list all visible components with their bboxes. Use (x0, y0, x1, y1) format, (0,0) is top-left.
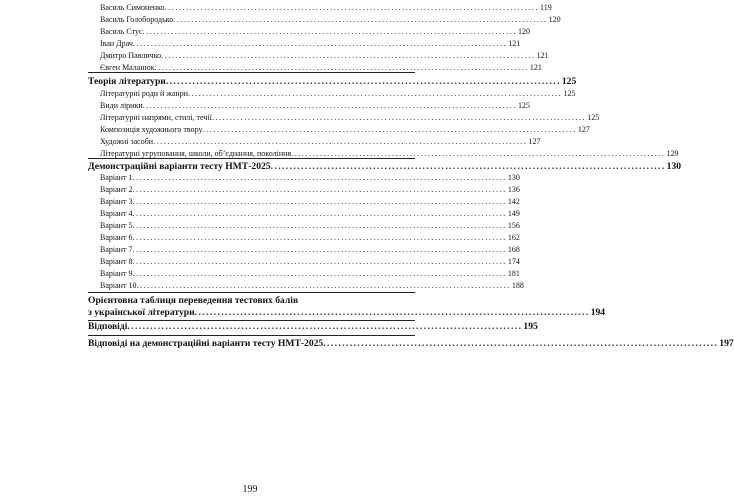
toc-entry-page: 129 (666, 149, 679, 158)
toc-entry-title: Літературні угруповання, школи, об’єднання, покоління (100, 149, 292, 158)
toc-entry[interactable] (88, 26, 530, 38)
toc-entry-title: Літературні роди й жанри (100, 89, 188, 98)
toc-entry[interactable] (88, 14, 561, 26)
toc-entry-page: 127 (528, 137, 541, 146)
dot-leader: ........................................................................................................ (154, 63, 529, 72)
toc-entry-page: 125 (563, 89, 576, 98)
dot-leader: ........................................................................................................ (142, 27, 517, 36)
dot-leader: ........................................................................................................ (132, 257, 507, 266)
toc-entry[interactable] (88, 220, 520, 232)
dot-leader: ........................................................................................................ (132, 233, 507, 242)
section-divider (88, 158, 415, 159)
toc-section-theory[interactable] (88, 75, 577, 88)
toc-entry-title: Варіант 8 (100, 257, 133, 266)
section-divider (88, 335, 415, 336)
toc-entry-page: 120 (548, 15, 561, 24)
toc-entry[interactable] (88, 2, 552, 14)
toc-entry-title: Варіант 5 (100, 221, 133, 230)
dot-leader: ........................................................................................................ (132, 197, 507, 206)
toc-entry[interactable] (88, 280, 524, 292)
toc-entry[interactable] (88, 196, 520, 208)
dot-leader: ........................................................................................................ (323, 338, 719, 349)
dot-leader: ........................................................................................................ (291, 149, 666, 158)
toc-entry[interactable] (88, 50, 549, 62)
dot-leader: ........................................................................................................ (161, 51, 536, 60)
dot-leader: ........................................................................................................ (127, 321, 523, 332)
toc-section-title: Демонстраційні варіанти тесту НМТ-2025 (88, 161, 271, 172)
dot-leader: ........................................................................................................ (173, 15, 548, 24)
toc-entry-page: 168 (507, 245, 520, 254)
toc-entry-title: Варіант 7 (100, 245, 133, 254)
toc-entry-title: Іван Драч (100, 39, 133, 48)
toc-entry-page: 188 (511, 281, 524, 290)
dot-leader: ........................................................................................................ (187, 89, 563, 98)
toc-entry-page: 119 (540, 3, 552, 12)
section-divider (88, 72, 415, 73)
toc-entry-page: 174 (507, 257, 520, 266)
toc-entry-title: Варіант 10 (100, 281, 137, 290)
toc-entry-title: Варіант 6 (100, 233, 133, 242)
toc-section-title-line1: Орієнтовна таблиця переведення тестових балів (88, 295, 299, 306)
toc-entry[interactable] (88, 88, 576, 100)
toc-entry-title: Варіант 9 (100, 269, 133, 278)
toc-entry-page: 130 (507, 173, 520, 182)
dot-leader: ........................................................................................................ (132, 185, 507, 194)
dot-leader: ........................................................................................................ (164, 3, 540, 12)
toc-entry-title: Композиція художнього твору (100, 125, 203, 134)
dot-leader: ........................................................................................................ (142, 101, 518, 110)
dot-leader: ........................................................................................................ (194, 307, 590, 318)
toc-entry[interactable] (88, 232, 520, 244)
toc-entry-title: Василь Симоненко (100, 3, 165, 12)
toc-entry-page: 121 (529, 63, 542, 72)
toc-section-answers[interactable] (88, 320, 538, 333)
toc-section-page: 197 (719, 338, 734, 349)
toc-section-title: Відповіді (88, 321, 128, 332)
toc-section-page: 130 (666, 161, 682, 172)
toc-entry[interactable] (88, 184, 520, 196)
toc-entry-title: Види лірики (100, 101, 143, 110)
dot-leader: ........................................................................................................ (132, 245, 507, 254)
toc-entry-page: 121 (536, 51, 549, 60)
toc-entry[interactable] (88, 208, 520, 220)
toc-section-conversion-line2[interactable] (88, 306, 606, 319)
toc-entry-title: Варіант 3 (100, 197, 133, 206)
toc-section-page: 194 (590, 307, 606, 318)
toc-entry-page: 142 (507, 197, 520, 206)
toc-section-title: Відповіді на демонстраційні варіанти тесту НМТ-2025 (88, 338, 324, 349)
dot-leader: ........................................................................................................ (211, 113, 587, 122)
toc-entry-page: 125 (518, 101, 531, 110)
dot-leader: ........................................................................................................ (132, 209, 507, 218)
toc-entry-page: 149 (507, 209, 520, 218)
toc-entry[interactable] (88, 124, 590, 136)
toc-entry-title: Варіант 4 (100, 209, 133, 218)
toc-entry-page: 120 (517, 27, 530, 36)
dot-leader: ........................................................................................................ (132, 173, 507, 182)
dot-leader: ........................................................................................................ (202, 125, 577, 134)
toc-entry-page: 156 (507, 221, 520, 230)
dot-leader: ........................................................................................................ (136, 281, 511, 290)
toc-entry-title: Варіант 2 (100, 185, 133, 194)
toc-entry-title: Василь Стус (100, 27, 143, 36)
toc-entry[interactable] (88, 268, 520, 280)
toc-entry-page: 121 (508, 39, 521, 48)
toc-section-title-line2: з української літератури (88, 307, 195, 318)
section-divider (88, 292, 415, 293)
dot-leader: ........................................................................................................ (132, 269, 507, 278)
toc-section-demo-answers[interactable] (88, 337, 734, 350)
toc-entry[interactable] (88, 100, 531, 112)
toc-entry-page: 125 (587, 113, 600, 122)
toc-entry-title: Літературні напрями, стилі, течії (100, 113, 212, 122)
toc-entry-title: Дмитро Павличко (100, 51, 162, 60)
toc-entry-page: 181 (507, 269, 520, 278)
toc-entry-title: Художні засоби (100, 137, 154, 146)
toc-section-page: 195 (523, 321, 538, 332)
toc-section-page: 125 (561, 76, 577, 87)
toc-entry-page: 127 (577, 125, 590, 134)
toc-entry[interactable] (88, 136, 541, 148)
toc-section-title: Теорія літератури (88, 76, 166, 87)
page-number: 199 (242, 484, 258, 495)
toc-entry-title: Євген Маланюк (100, 63, 155, 72)
dot-leader: ........................................................................................................ (270, 161, 666, 172)
toc-entry-title: Василь Голобородько (100, 15, 174, 24)
toc-entry[interactable] (88, 256, 520, 268)
dot-leader: ........................................................................................................ (132, 39, 508, 48)
toc-entry[interactable] (88, 244, 520, 256)
dot-leader: ........................................................................................................ (153, 137, 528, 146)
dot-leader: ........................................................................................................ (132, 221, 507, 230)
toc-entry[interactable] (88, 172, 520, 184)
toc-entry-title: Варіант 1 (100, 173, 133, 182)
toc-entry[interactable] (88, 38, 521, 50)
toc-entry-page: 136 (507, 185, 520, 194)
toc-entry-page: 162 (507, 233, 520, 242)
dot-leader: ........................................................................................................ (165, 76, 561, 87)
toc-entry[interactable] (88, 112, 600, 124)
